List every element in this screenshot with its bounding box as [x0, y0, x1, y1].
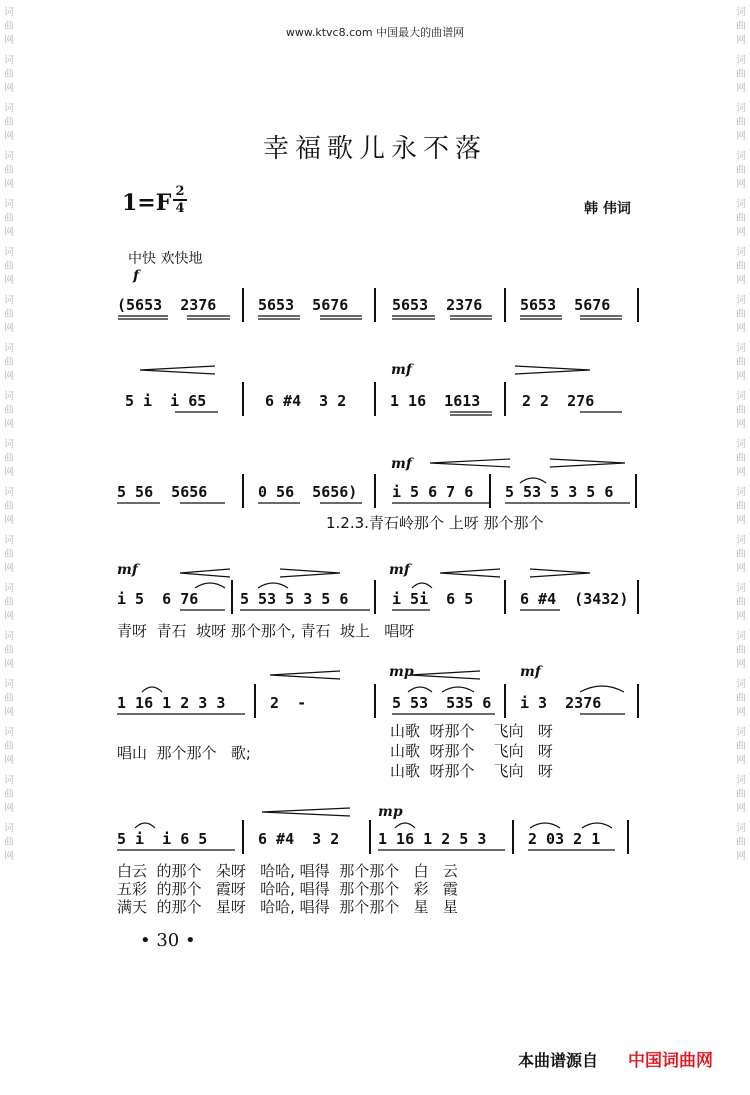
- watermark-char: 曲: [4, 789, 14, 800]
- lyric-line: 山歌 呀那个 飞向 呀: [390, 762, 553, 780]
- key-signature: 1=F: [122, 190, 172, 216]
- lyric-line: 1.2.3.青石岭那个 上呀 那个那个: [326, 514, 544, 532]
- measure-notes: 5 53 5 3 5 6: [505, 483, 614, 501]
- watermark-char: 曲: [4, 453, 14, 464]
- watermark-char: 网: [736, 515, 746, 526]
- lyric-line: 满天 的那个 星呀 哈哈, 唱得 那个那个 星 星: [117, 898, 458, 916]
- lyric-line: 青呀 青石 坡呀 那个那个, 青石 坡上 唱呀: [117, 622, 415, 640]
- measure-notes: 5 i i 65: [125, 392, 207, 410]
- watermark-char: 网: [736, 707, 746, 718]
- watermark-char: 词: [736, 55, 746, 66]
- tempo-marking: 中快 欢快地: [128, 251, 203, 267]
- lyric-line: 唱山 那个那个 歌;: [117, 744, 251, 762]
- watermark-char: 曲: [4, 837, 14, 848]
- watermark-char: 曲: [4, 405, 14, 416]
- dynamic-mark: mf: [117, 562, 138, 578]
- watermark-char: 词: [736, 583, 746, 594]
- watermark-char: 词: [736, 295, 746, 306]
- watermark-char: 曲: [4, 69, 14, 80]
- measure-notes: 5 i i 6 5: [117, 830, 208, 848]
- watermark-char: 曲: [736, 789, 746, 800]
- measure-notes: 1 16 1613: [390, 392, 481, 410]
- watermark-char: 网: [736, 275, 746, 286]
- watermark-char: 词: [736, 391, 746, 402]
- dynamic-mark: mf: [391, 362, 412, 378]
- watermark-char: 网: [4, 131, 14, 142]
- watermark-char: 曲: [4, 597, 14, 608]
- watermark-char: 网: [736, 83, 746, 94]
- watermark-char: 词: [4, 679, 14, 690]
- watermark-char: 网: [4, 659, 14, 670]
- time-signature-top: 2: [175, 184, 185, 199]
- watermark-char: 曲: [736, 693, 746, 704]
- watermark-char: 曲: [4, 261, 14, 272]
- watermark-char: 词: [736, 247, 746, 258]
- measure-notes: (5653 2376: [117, 296, 217, 314]
- watermark-char: 曲: [4, 117, 14, 128]
- watermark-char: 网: [736, 371, 746, 382]
- watermark-char: 曲: [736, 117, 746, 128]
- watermark-char: 曲: [736, 597, 746, 608]
- lyricist-credit: 韩 伟词: [584, 201, 631, 217]
- measure-notes: 5653 5676: [258, 296, 349, 314]
- measure-notes: 5 53 5 3 5 6: [240, 590, 349, 608]
- watermark-char: 网: [736, 179, 746, 190]
- dynamic-mark: mf: [389, 562, 410, 578]
- watermark-char: 词: [4, 199, 14, 210]
- measure-notes: 1 16 1 2 5 3: [378, 830, 487, 848]
- measure-notes: 2 -: [270, 694, 307, 712]
- watermark-char: 网: [736, 419, 746, 430]
- watermark-char: 网: [4, 515, 14, 526]
- watermark-char: 网: [4, 707, 14, 718]
- watermark-char: 曲: [736, 549, 746, 560]
- dynamic-mark: mp: [378, 804, 403, 820]
- watermark-char: 词: [736, 199, 746, 210]
- watermark-char: 网: [4, 755, 14, 766]
- measure-notes: i 5 6 7 6: [392, 483, 474, 501]
- watermark-char: 网: [4, 851, 14, 862]
- watermark-char: 词: [736, 727, 746, 738]
- watermark-char: 曲: [4, 741, 14, 752]
- watermark-char: 曲: [736, 21, 746, 32]
- dynamic-mark: f: [133, 268, 140, 284]
- dynamic-mark: mf: [391, 456, 412, 472]
- page-number: • 30 •: [140, 930, 196, 951]
- watermark-char: 词: [4, 583, 14, 594]
- measure-notes: 2 2 276: [522, 392, 595, 410]
- time-signature-bottom: 4: [175, 201, 185, 216]
- measure-notes: 6 #4 (3432): [520, 590, 629, 608]
- measure-notes: 5653 2376: [392, 296, 483, 314]
- watermark-char: 网: [4, 323, 14, 334]
- watermark-char: 曲: [736, 165, 746, 176]
- watermark-char: 网: [4, 419, 14, 430]
- watermark-char: 曲: [736, 837, 746, 848]
- watermark-char: 词: [4, 487, 14, 498]
- watermark-char: 曲: [736, 501, 746, 512]
- watermark-char: 曲: [4, 357, 14, 368]
- dynamic-mark: mf: [520, 664, 541, 680]
- watermark-char: 词: [736, 679, 746, 690]
- measure-notes: 5653 5676: [520, 296, 611, 314]
- measure-notes: 2 03 2 1: [528, 830, 601, 848]
- watermark-char: 网: [4, 179, 14, 190]
- site-header: www.ktvc8.com 中国最大的曲谱网: [285, 26, 465, 39]
- watermark-char: 词: [4, 727, 14, 738]
- watermark-char: 网: [4, 467, 14, 478]
- footer-source-label: 本曲谱源自: [518, 1051, 599, 1070]
- watermark-char: 网: [736, 851, 746, 862]
- watermark-char: 词: [4, 775, 14, 786]
- watermark-char: 词: [4, 55, 14, 66]
- watermark-char: 词: [4, 103, 14, 114]
- hairpins: [140, 366, 625, 816]
- measure-notes: 0 56 5656): [258, 483, 358, 501]
- watermark-char: 词: [4, 535, 14, 546]
- measure-notes: 5 53 535 6: [392, 694, 492, 712]
- watermark-char: 词: [736, 823, 746, 834]
- watermark-char: 网: [736, 131, 746, 142]
- watermark-char: 词: [4, 151, 14, 162]
- watermark-char: 曲: [4, 645, 14, 656]
- watermark-char: 词: [4, 7, 14, 18]
- watermark-char: 网: [736, 611, 746, 622]
- dynamic-mark: mp: [389, 664, 414, 680]
- watermark-char: 词: [736, 103, 746, 114]
- watermark-char: 曲: [736, 453, 746, 464]
- measure-notes: i 5i 6 5: [392, 590, 474, 608]
- watermark-char: 曲: [4, 213, 14, 224]
- watermark-char: 网: [736, 323, 746, 334]
- watermark-char: 网: [736, 35, 746, 46]
- watermark-char: 曲: [736, 645, 746, 656]
- watermark-char: 网: [736, 755, 746, 766]
- lyric-line: 山歌 呀那个 飞向 呀: [390, 722, 553, 740]
- watermark-char: 词: [736, 631, 746, 642]
- watermark-char: 词: [4, 295, 14, 306]
- watermark-char: 网: [4, 35, 14, 46]
- lyric-line: 山歌 呀那个 飞向 呀: [390, 742, 553, 760]
- watermark-char: 曲: [736, 213, 746, 224]
- watermark-char: 曲: [736, 309, 746, 320]
- watermark-char: 曲: [4, 693, 14, 704]
- watermark-char: 网: [4, 275, 14, 286]
- watermark-char: 词: [4, 823, 14, 834]
- measure-notes: 1 16 1 2 3 3: [117, 694, 226, 712]
- watermark-char: 词: [4, 439, 14, 450]
- watermark-char: 词: [4, 391, 14, 402]
- watermark-char: 曲: [4, 309, 14, 320]
- watermark-char: 曲: [4, 165, 14, 176]
- watermark-char: 曲: [4, 21, 14, 32]
- watermark-char: 词: [736, 487, 746, 498]
- watermark-char: 词: [736, 151, 746, 162]
- measure-notes: 5 56 5656: [117, 483, 208, 501]
- underlines: [117, 316, 630, 850]
- watermark-char: 网: [4, 227, 14, 238]
- barlines: [232, 288, 638, 854]
- watermark-char: 网: [736, 659, 746, 670]
- slurs: [135, 478, 624, 828]
- watermark-char: 词: [736, 775, 746, 786]
- watermark-char: 曲: [4, 549, 14, 560]
- watermark-char: 曲: [736, 405, 746, 416]
- watermark-char: 词: [736, 439, 746, 450]
- watermark-char: 网: [4, 83, 14, 94]
- measure-notes: 6 #4 3 2: [265, 392, 347, 410]
- lyric-line: 五彩 的那个 霞呀 哈哈, 唱得 那个那个 彩 霞: [117, 880, 458, 898]
- measure-notes: i 5 6 76: [117, 590, 199, 608]
- watermark-char: 网: [4, 803, 14, 814]
- watermark-char: 网: [4, 611, 14, 622]
- watermark-char: 词: [736, 343, 746, 354]
- measure-notes: i 3 2376: [520, 694, 602, 712]
- measure-notes: 6 #4 3 2: [258, 830, 340, 848]
- watermark-char: 网: [4, 563, 14, 574]
- watermark-char: 曲: [4, 501, 14, 512]
- watermark-char: 网: [736, 467, 746, 478]
- watermark-char: 网: [736, 563, 746, 574]
- watermark-char: 词: [4, 343, 14, 354]
- watermark-char: 词: [4, 631, 14, 642]
- watermark-char: 网: [736, 803, 746, 814]
- song-title: 幸福歌儿永不落: [262, 134, 487, 164]
- lyric-line: 白云 的那个 朵呀 哈哈, 唱得 那个那个 白 云: [117, 862, 458, 880]
- footer-site-link[interactable]: 中国词曲网: [628, 1051, 713, 1071]
- watermark-char: 网: [736, 227, 746, 238]
- watermark-char: 曲: [736, 69, 746, 80]
- watermark-char: 曲: [736, 741, 746, 752]
- watermark-char: 曲: [736, 261, 746, 272]
- watermark-char: 词: [4, 247, 14, 258]
- watermark-char: 曲: [736, 357, 746, 368]
- watermark-char: 词: [736, 535, 746, 546]
- watermark-char: 词: [736, 7, 746, 18]
- watermark-char: 网: [4, 371, 14, 382]
